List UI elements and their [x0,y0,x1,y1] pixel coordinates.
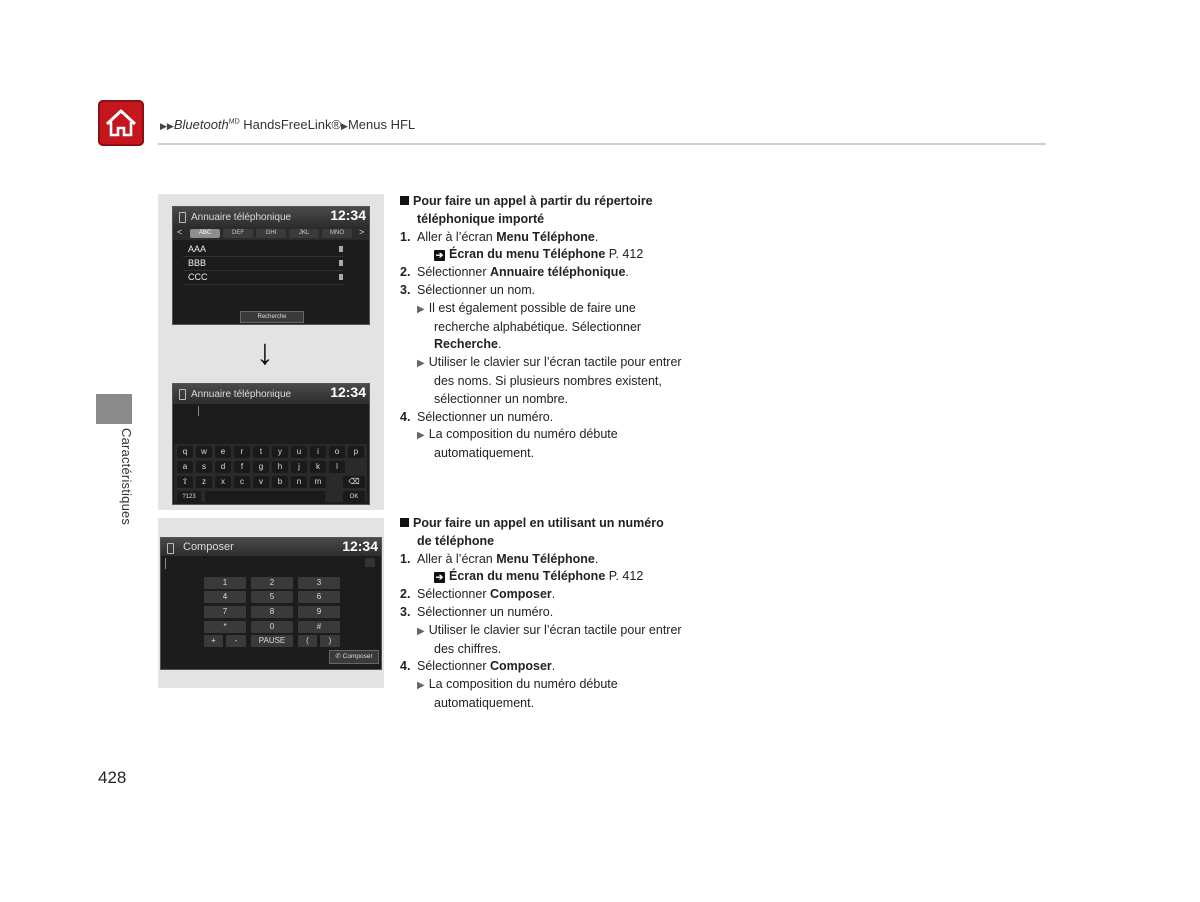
dial-key-2[interactable]: 2 [251,577,293,589]
section2-instructions: Pour faire un appel en utilisant un numéro de téléphone 1. Aller à l’écran Menu Téléphone. ➔ Écran du menu Téléphone P. 412 2. Sélectionner Composer. 3. Sélectionner un numéro. ▶ Utiliser le clavier sur l’écran tactile pour entrer des chiffres. 4. Sélectionner Composer. ▶ La composition du numéro débute automatiquement. [400,516,682,710]
key-z[interactable]: z [196,476,212,488]
chevron-right-icon[interactable]: > [359,227,365,237]
dial-key-6[interactable]: 6 [298,591,340,603]
screen-titlebar [173,207,369,227]
key-f[interactable]: f [234,461,250,473]
phone-icon [339,274,343,280]
phone-icon [167,543,174,554]
key-space[interactable] [225,491,325,503]
breadcrumb-bluetooth[interactable]: Bluetooth [173,117,229,132]
chevron-left-icon[interactable]: < [177,227,183,237]
key-m[interactable]: m [310,476,326,488]
step-4: 4. Sélectionner Composer. [400,659,556,674]
key-w[interactable]: w [196,446,212,458]
section-heading: Pour faire un appel à partir du répertoire [400,193,682,211]
dial-key-star[interactable]: * [204,621,246,633]
key-p[interactable]: p [348,446,364,458]
dial-key-5[interactable]: 5 [251,591,293,603]
breadcrumb-menus-hfl[interactable]: Menus HFL [347,117,416,132]
key-r[interactable]: r [234,446,250,458]
breadcrumb: ▶▶Bluetooth$^{MD}$ HandsFreeLink®▶Menus HFL [160,117,416,132]
key-t[interactable]: t [253,446,269,458]
chapter-label: Caractéristiques [119,428,134,526]
onscreen-keyboard [175,444,367,502]
key-b[interactable]: b [272,476,288,488]
reference-arrow-icon: ➔ [435,572,444,583]
tab-mno[interactable]: MNO [322,229,352,238]
step-1: 1. Aller à l’écran Menu Téléphone. [400,229,599,244]
breadcrumb-arrow-icon: ▶ [341,121,348,131]
square-bullet-icon [400,518,409,527]
compose-button[interactable]: ✆ Composer [329,650,379,664]
step-2: 2. Sélectionner Composer. [400,587,556,602]
key-v[interactable]: v [253,476,269,488]
screen-clock: 12:34 [330,207,366,223]
phone-icon [179,389,186,400]
dial-key-minus[interactable]: - [226,635,246,647]
tab-abc[interactable]: ABC [190,229,220,238]
screen-title: Annuaire téléphonique [191,212,292,223]
key-i[interactable]: i [310,446,326,458]
key-j[interactable]: j [291,461,307,473]
step-3: 3. Sélectionner un numéro. [400,604,554,619]
key-o[interactable]: o [329,446,345,458]
screen-titlebar [161,538,381,556]
key-q[interactable]: q [177,446,193,458]
key-c[interactable]: c [234,476,250,488]
key-n[interactable]: n [291,476,307,488]
dial-key-0[interactable]: 0 [251,621,293,633]
list-item[interactable]: BBB [183,257,343,271]
dial-key-9[interactable]: 9 [298,606,340,618]
screen-title: Composer [183,541,234,553]
phone-icon [339,260,343,266]
dial-key-3[interactable]: 3 [298,577,340,589]
shift-icon[interactable]: ⇧ [177,476,193,488]
note-arrow-icon: ▶ [417,430,425,442]
breadcrumb-handsfreelink[interactable]: HandsFreeLink® [239,117,342,132]
search-button[interactable]: Recherche [240,311,304,323]
tab-jkl[interactable]: JKL [289,229,319,238]
tab-ghi[interactable]: GHI [256,229,286,238]
key-a[interactable]: a [177,461,193,473]
chapter-tab[interactable] [96,394,132,424]
square-bullet-icon [400,196,409,205]
screen-titlebar [173,384,369,404]
section1-instructions: Pour faire un appel à partir du répertoire téléphonique importé 1. Aller à l’écran Menu Téléphone. ➔ Écran du menu Téléphone P. 412 2. Sélectionner Annuaire téléphonique. 3. Sélectionner un nom. ▶ Il est également possible de faire une recherche alphabétique. Sélectionner Recherche. ▶ Utiliser le clavier sur l’écran tactile pour entrer des noms. Si plusieurs nombres existent, sélectionner un nombre. 4. Sélectionner un numéro. ▶ La composition du numéro débute automatiquement. [400,194,682,461]
dial-key-4[interactable]: 4 [204,591,246,603]
note-arrow-icon: ▶ [417,358,425,370]
dial-key-rparen[interactable]: ) [320,635,340,647]
breadcrumb-arrow-icon: ▶ [166,121,174,131]
dial-key-plus[interactable]: + [204,635,223,647]
list-item[interactable]: CCC [183,271,343,285]
composer-screen [160,537,382,670]
phonebook-list [183,243,343,285]
key-g[interactable]: g [253,461,269,473]
key-y[interactable]: y [272,446,288,458]
key-s[interactable]: s [196,461,212,473]
key-x[interactable]: x [215,476,231,488]
note-arrow-icon: ▶ [417,303,425,315]
key-e[interactable]: e [215,446,231,458]
dial-key-8[interactable]: 8 [251,606,293,618]
key-u[interactable]: u [291,446,307,458]
dial-key-hash[interactable]: # [298,621,340,633]
note-arrow-icon: ▶ [417,625,425,637]
keyboard-screen [172,383,370,505]
cross-reference-link[interactable]: ➔ Écran du menu Téléphone P. 412 [435,247,644,262]
screen-clock: 12:34 [342,538,378,554]
arrow-down-icon: ↓ [256,331,274,372]
list-item[interactable]: AAA [183,243,343,257]
breadcrumb-arrow-icon: ▶ [160,121,167,131]
dial-key-7[interactable]: 7 [204,606,246,618]
text-cursor [198,406,199,416]
step-4: 4. Sélectionner un numéro. [400,409,554,424]
key-ok[interactable]: OK [343,491,365,503]
home-icon [98,100,144,146]
key-h[interactable]: h [272,461,288,473]
page-number: 428 [98,768,127,787]
phone-icon [179,212,186,223]
alphabet-tabs [173,227,369,240]
phone-handset-icon: ✆ [335,653,341,660]
step-1: 1. Aller à l’écran Menu Téléphone. [400,551,599,566]
clear-button[interactable] [365,558,375,567]
backspace-icon[interactable]: ⌫ [343,476,365,488]
section-heading: Pour faire un appel en utilisant un numéro [400,515,682,533]
step-2: 2. Sélectionner Annuaire téléphonique. [400,265,629,280]
cross-reference-link[interactable]: ➔ Écran du menu Téléphone P. 412 [435,569,644,584]
key-123[interactable]: ?123 [177,491,201,503]
reference-arrow-icon: ➔ [435,250,444,261]
screen-title: Annuaire téléphonique [191,389,292,400]
phonebook-screen [172,206,370,325]
note-arrow-icon: ▶ [417,680,425,692]
dial-key-lparen[interactable]: ( [298,635,317,647]
tab-def[interactable]: DEF [223,229,253,238]
header-rule [158,143,1046,145]
home-button[interactable] [98,100,144,146]
step-3: 3. Sélectionner un nom. [400,282,536,297]
key-l[interactable]: l [329,461,345,473]
screen-clock: 12:34 [330,384,366,400]
phone-icon [339,246,343,252]
text-cursor [165,558,166,569]
dial-key-1[interactable]: 1 [204,577,246,589]
key-k[interactable]: k [310,461,326,473]
key-d[interactable]: d [215,461,231,473]
dial-key-pause[interactable]: PAUSE [251,635,293,647]
